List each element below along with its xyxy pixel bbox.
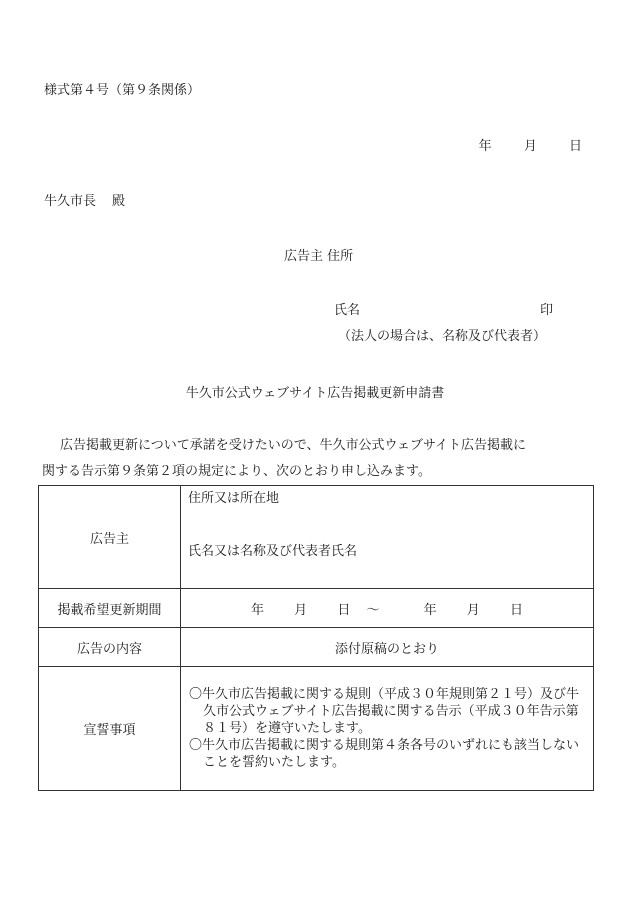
table-row-content — [39, 628, 594, 667]
oath-item-2: 〇牛久市広告掲載に関する規則第４条各号のいずれにも該当しないことを誓約いたします。 — [189, 738, 580, 770]
period-cell[interactable] — [181, 589, 594, 628]
advertiser-address-label: 住所又は所在地 — [188, 491, 280, 506]
content-value: 添付原稿のとおり — [181, 628, 594, 667]
addressee-name: 牛久市長 — [44, 194, 97, 209]
table-row-oath — [39, 667, 594, 791]
period-end-year: 年 — [423, 602, 437, 618]
document-title: 牛久市公式ウェブサイト広告掲載更新申請書 — [185, 386, 445, 401]
date-year: 年 — [478, 139, 492, 154]
submission-date — [451, 135, 582, 154]
oath-label: 宣誓事項 — [39, 667, 181, 791]
intro-line-1: 広告掲載更新について承諾を受けたいので、牛久市公式ウェブサイト広告掲載に — [60, 438, 527, 453]
advertiser-cell[interactable] — [181, 486, 594, 589]
period-start-month: 月 — [294, 602, 308, 618]
date-day: 日 — [568, 139, 582, 154]
addressee-honorific: 殿 — [112, 194, 126, 209]
period-label: 掲載希望更新期間 — [39, 589, 181, 628]
application-table — [38, 485, 594, 791]
table-row-advertiser — [39, 486, 594, 589]
period-end-month: 月 — [466, 602, 480, 618]
period-start-year: 年 — [251, 602, 265, 618]
intro-text — [42, 433, 592, 485]
corporate-note: （法人の場合は、名称及び代表者） — [338, 329, 547, 344]
addressee — [44, 190, 125, 209]
applicant-name-label: 氏名 — [334, 303, 361, 318]
seal-mark: 印 — [540, 303, 554, 318]
advertiser-label: 広告主 — [39, 486, 181, 589]
oath-item-1: 〇牛久市広告掲載に関する規則（平成３０年規則第２１号）及び牛久市公式ウェブサイト広告掲載に関する告示（平成３０年告示第８１号）を遵守いたします。 — [189, 687, 580, 736]
form-number: 様式第４号（第９条関係） — [44, 83, 201, 98]
oath-cell — [181, 667, 594, 791]
table-row-period — [39, 589, 594, 628]
intro-line-2: 関する告示第９条第２項の規定により、次のとおり申し込みます。 — [42, 464, 431, 479]
period-end-day: 日 — [509, 602, 523, 618]
applicant-address-label: 広告主 住所 — [284, 249, 354, 264]
date-month: 月 — [523, 139, 537, 154]
content-label: 広告の内容 — [39, 628, 181, 667]
period-tilde: ～ — [366, 602, 380, 618]
period-start-day: 日 — [337, 602, 351, 618]
advertiser-name-label: 氏名又は名称及び代表者氏名 — [188, 544, 358, 559]
